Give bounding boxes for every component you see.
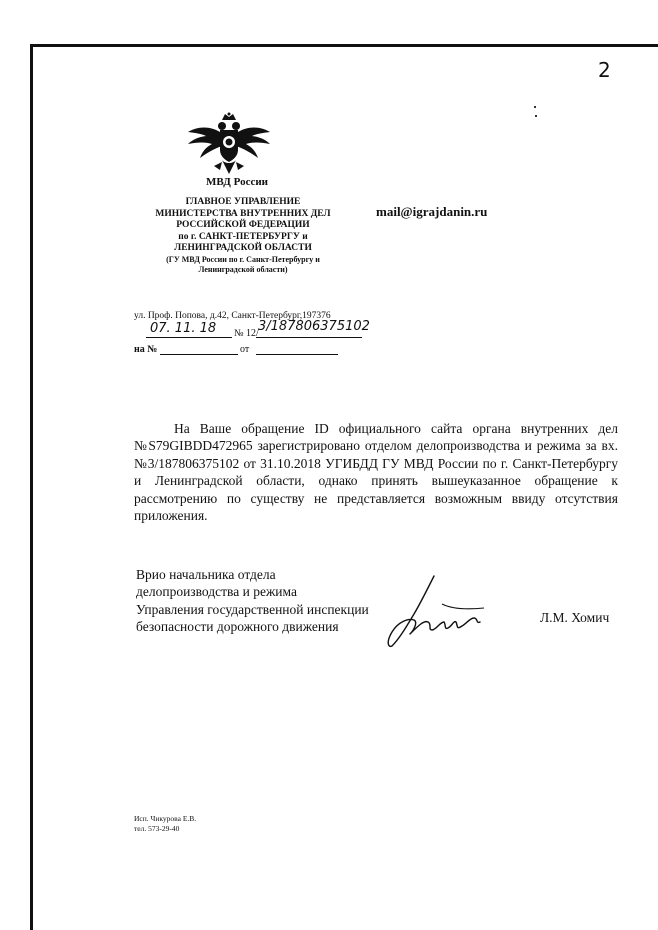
org-line: РОССИЙСКОЙ ФЕДЕРАЦИИ: [176, 220, 310, 231]
position-line: делопроизводства и режима: [136, 584, 297, 600]
agency-short-name: МВД России: [206, 176, 269, 188]
reference-label: на №: [134, 344, 158, 355]
page-number: 2: [598, 58, 611, 82]
outgoing-date: 07. 11. 18: [150, 321, 217, 336]
organization-header: [136, 197, 350, 276]
position-line: Врио начальника отдела: [136, 567, 276, 582]
position-line: безопасности дорожного движения: [136, 619, 339, 635]
org-line: по г. САНКТ-ПЕТЕРБУРГУ и: [178, 231, 308, 242]
reference-underline: [160, 354, 238, 355]
letter-body: [134, 420, 618, 524]
body-paragraph: На Ваше обращение ID официального сайта органа внутренних дел №S79GIBDD472965 зарегистрировано отделом делопроизводства и режима за вх. №3/187806375102 от 31.10.2018 УГИБДД ГУ МВД России по г. Санкт-Петербургу и Ленинградской области, однако принять вышеуказанное обращение к рассмотрению по существу не представляется возможным ввиду отсутствия приложения.: [134, 421, 618, 524]
org-line: ГЛАВНОЕ УПРАВЛЕНИЕ: [185, 197, 301, 207]
executor-phone: тел. 573-29-40: [134, 824, 180, 833]
page-frame-left-edge: [30, 44, 33, 930]
org-line: ЛЕНИНГРАДСКОЙ ОБЛАСТИ: [174, 243, 312, 254]
org-line: МИНИСТЕРСТВА ВНУТРЕННИХ ДЕЛ: [155, 208, 331, 219]
date-underline: [146, 337, 232, 338]
number-label: № 12/: [234, 328, 259, 339]
mvd-emblem-icon: [186, 112, 272, 176]
org-abbrev-line: Ленинградской области): [198, 265, 288, 275]
from-label: от: [240, 344, 250, 355]
from-underline: [256, 354, 338, 355]
recipient-email: mail@igrajdanin.ru: [376, 204, 488, 219]
executor-info: [134, 814, 196, 834]
signer-name: Л.М. Хомич: [540, 610, 610, 625]
scan-speck: [534, 106, 536, 108]
signatory-position: [136, 566, 369, 636]
outgoing-number: 3/187806375102: [258, 319, 370, 334]
executor-name: Исп. Чикурова Е.В.: [134, 814, 197, 823]
scan-speck: [535, 115, 537, 117]
position-line: Управления государственной инспекции: [136, 601, 369, 617]
number-underline: [256, 337, 362, 338]
org-address: ул. Проф. Попова, д.42, Санкт-Петербург,197376: [134, 311, 331, 321]
page-frame-top-edge: [30, 44, 658, 47]
org-abbrev-line: (ГУ МВД России по г. Санкт-Петербургу и: [166, 254, 320, 264]
handwritten-signature: [384, 574, 496, 650]
